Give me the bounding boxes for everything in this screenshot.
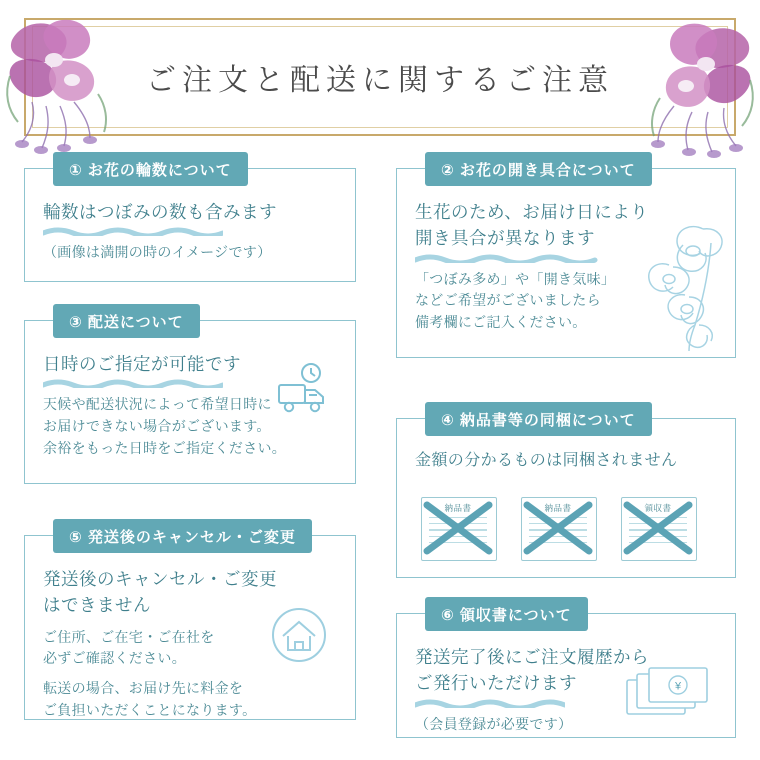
document-samples: [421, 497, 695, 559]
wave-underline-1-icon: [43, 227, 223, 236]
document-sample-3-label: 領収書: [644, 503, 672, 513]
notice-card-1-line-1: 輪数はつぼみの数も含みます: [43, 202, 277, 222]
notice-card-6: [396, 606, 736, 738]
document-sample-1-label: 納品書: [444, 503, 472, 513]
house-icon: [269, 606, 329, 669]
document-sample-2: [521, 497, 595, 559]
receipt-yen-icon: [625, 664, 721, 727]
notice-card-5: [24, 528, 356, 720]
x-mark-icon-2: [517, 495, 599, 566]
yen-symbol: ¥: [674, 680, 682, 693]
notice-card-5-line-1: 発送後のキャンセル・ご変更: [43, 569, 277, 589]
notice-card-3: [24, 313, 356, 484]
notice-card-5-note-3: 転送の場合、お届け先に料金を: [43, 679, 244, 696]
notice-card-3-heading: ③ 配送について: [53, 304, 200, 338]
notice-card-4-heading: ④ 納品書等の同梱について: [425, 402, 652, 436]
x-mark-icon-3: [617, 495, 699, 566]
wave-underline-2-icon: [415, 254, 605, 263]
notice-card-1-body: [25, 169, 355, 281]
notice-card-2-line-2: 開き具合が異なります: [415, 228, 595, 249]
wave-underline-3-icon: [43, 379, 223, 388]
page-header: [24, 18, 736, 136]
notice-card-5-note-2: 必ずご確認ください。: [43, 650, 186, 667]
notice-card-2-heading: ② お花の開き具合について: [425, 152, 652, 186]
notice-card-2-note-3: 備考欄にご記入ください。: [415, 313, 587, 330]
notice-card-3-line-1: 日時のご指定が可能です: [43, 354, 241, 374]
notice-card-2-note-2: などご希望がございましたら: [415, 292, 601, 309]
x-mark-icon-1: [417, 495, 499, 566]
notice-card-3-note-2: お届けできない場合がございます。: [43, 417, 271, 434]
notice-card-5-note-1: ご住所、ご在宅・ご在社を: [43, 628, 215, 645]
document-sample-3: [621, 497, 695, 559]
notice-card-3-note-1: 天候や配送状況によって希望日時に: [43, 396, 272, 413]
document-sample-1: [421, 497, 495, 559]
notice-card-6-heading: ⑥ 領収書について: [425, 597, 588, 631]
notice-card-4: [396, 411, 736, 578]
page-title: ご注文と配送に関するご注意: [146, 64, 614, 97]
notice-card-5-note-4: ご負担いただくことになります。: [43, 701, 257, 718]
notice-card-6-line-1: 発送完了後にご注文履歴から: [415, 647, 649, 667]
notice-card-1-note-1: （画像は満開の時のイメージです）: [43, 244, 272, 261]
wave-underline-6-icon: [415, 699, 565, 708]
notice-card-2-line-1: 生花のため、お届け日により: [415, 202, 649, 222]
document-sample-2-label: 納品書: [544, 503, 572, 513]
notice-card-6-note-1: （会員登録が必要です）: [415, 715, 573, 732]
delivery-truck-icon: [273, 363, 337, 424]
orchid-sketch-icon: [633, 221, 729, 358]
notice-card-3-note-3: 余裕をもった日時をご指定ください。: [43, 439, 287, 456]
notice-card-2-note-1: 「つぼみ多め」や「開き気味」: [415, 270, 616, 287]
notice-card-2: [396, 161, 736, 358]
notice-card-1-heading: ① お花の輪数について: [53, 152, 248, 186]
notice-card-6-line-2: ご発行いただけます: [415, 673, 577, 694]
notice-card-4-line-1: 金額の分かるものは同梱されません: [415, 452, 678, 469]
notice-card-5-line-2: はできません: [43, 595, 151, 616]
notice-card-5-heading: ⑤ 発送後のキャンセル・ご変更: [53, 519, 312, 553]
notice-card-1: [24, 161, 356, 282]
